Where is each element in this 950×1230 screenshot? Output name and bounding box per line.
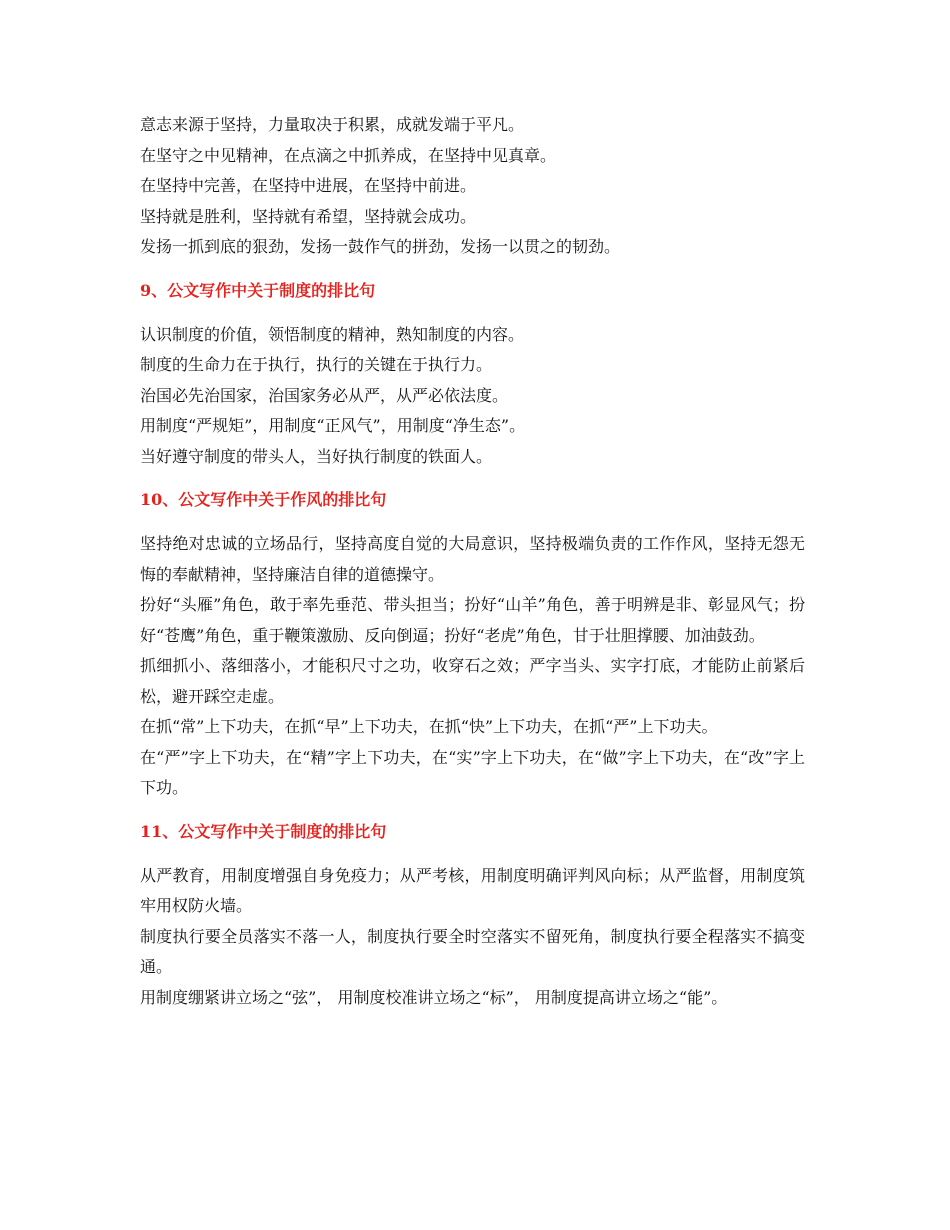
text-line: 当好遵守制度的带头人，当好执行制度的铁面人。 xyxy=(140,446,493,466)
text-line: 发扬一抓到底的狠劲，发扬一鼓作气的拼劲，发扬一以贯之的韧劲。 xyxy=(140,237,621,256)
section-heading-10: 10、公文写作中关于作风的排比句 xyxy=(140,490,387,509)
paragraph: 在“严”字上下功夫，在“精”字上下功夫，在“实”字上下功夫，在“做”字上下功夫，在“改”字上下功。 xyxy=(140,747,805,797)
text-line: 制度的生命力在于执行，执行的关键在于执行力。 xyxy=(140,355,493,374)
paragraph: 从严教育，用制度增强自身免疫力；从严考核，用制度明确评判风向标；从严监督，用制度筑牢用权防火墙。 xyxy=(140,865,805,915)
paragraph: 扮好“头雁”角色，敢于率先垂范、带头担当；扮好“山羊”角色，善于明辨是非、彰显风气；扮好“苍鹰”角色，重于鞭策激励、反向倒逼；扮好“老虎”角色，甘于壮胆撑腰、加油鼓劲。 xyxy=(140,595,805,645)
intro-block xyxy=(140,110,805,263)
text-line: 用制度“严规矩”，用制度“正风气”，用制度“净生态”。 xyxy=(140,416,526,435)
text-line: 在坚守之中见精神，在点滴之中抓养成，在坚持中见真章。 xyxy=(140,145,557,165)
section-10-body xyxy=(140,529,805,804)
text-line: 坚持就是胜利，坚持就有希望，坚持就会成功。 xyxy=(140,206,477,226)
text-line: 治国必先治国家，治国家务必从严，从严必依法度。 xyxy=(140,385,509,405)
paragraph: 在抓“常”上下功夫，在抓“早”上下功夫，在抓“快”上下功夫，在抓“严”上下功夫。 xyxy=(140,717,718,736)
text-line: 认识制度的价值，领悟制度的精神，熟知制度的内容。 xyxy=(140,324,525,344)
section-9-body xyxy=(140,320,805,473)
text-line: 在坚持中完善，在坚持中进展，在坚持中前进。 xyxy=(140,176,477,195)
section-heading-9: 9、公文写作中关于制度的排比句 xyxy=(140,280,376,300)
section-11-body xyxy=(140,861,805,1014)
paragraph: 坚持绝对忠诚的立场品行，坚持高度自觉的大局意识，坚持极端负责的工作作风，坚持无怨无悔的奉献精神，坚持廉洁自律的道德操守。 xyxy=(140,534,805,584)
document-page xyxy=(140,110,805,1013)
section-heading-11: 11、公文写作中关于制度的排比句 xyxy=(140,821,387,841)
paragraph: 用制度绷紧讲立场之“弦”， 用制度校准讲立场之“标”， 用制度提高讲立场之“能”。 xyxy=(140,987,728,1007)
paragraph: 制度执行要全员落实不落一人，制度执行要全时空落实不留死角，制度执行要全程落实不搞变通。 xyxy=(140,926,805,976)
text-line: 意志来源于坚持，力量取决于积累，成就发端于平凡。 xyxy=(140,115,525,134)
paragraph: 抓细抓小、落细落小，才能积尺寸之功，收穿石之效；严字当头、实字打底，才能防止前紧后松，避开踩空走虚。 xyxy=(140,656,805,706)
